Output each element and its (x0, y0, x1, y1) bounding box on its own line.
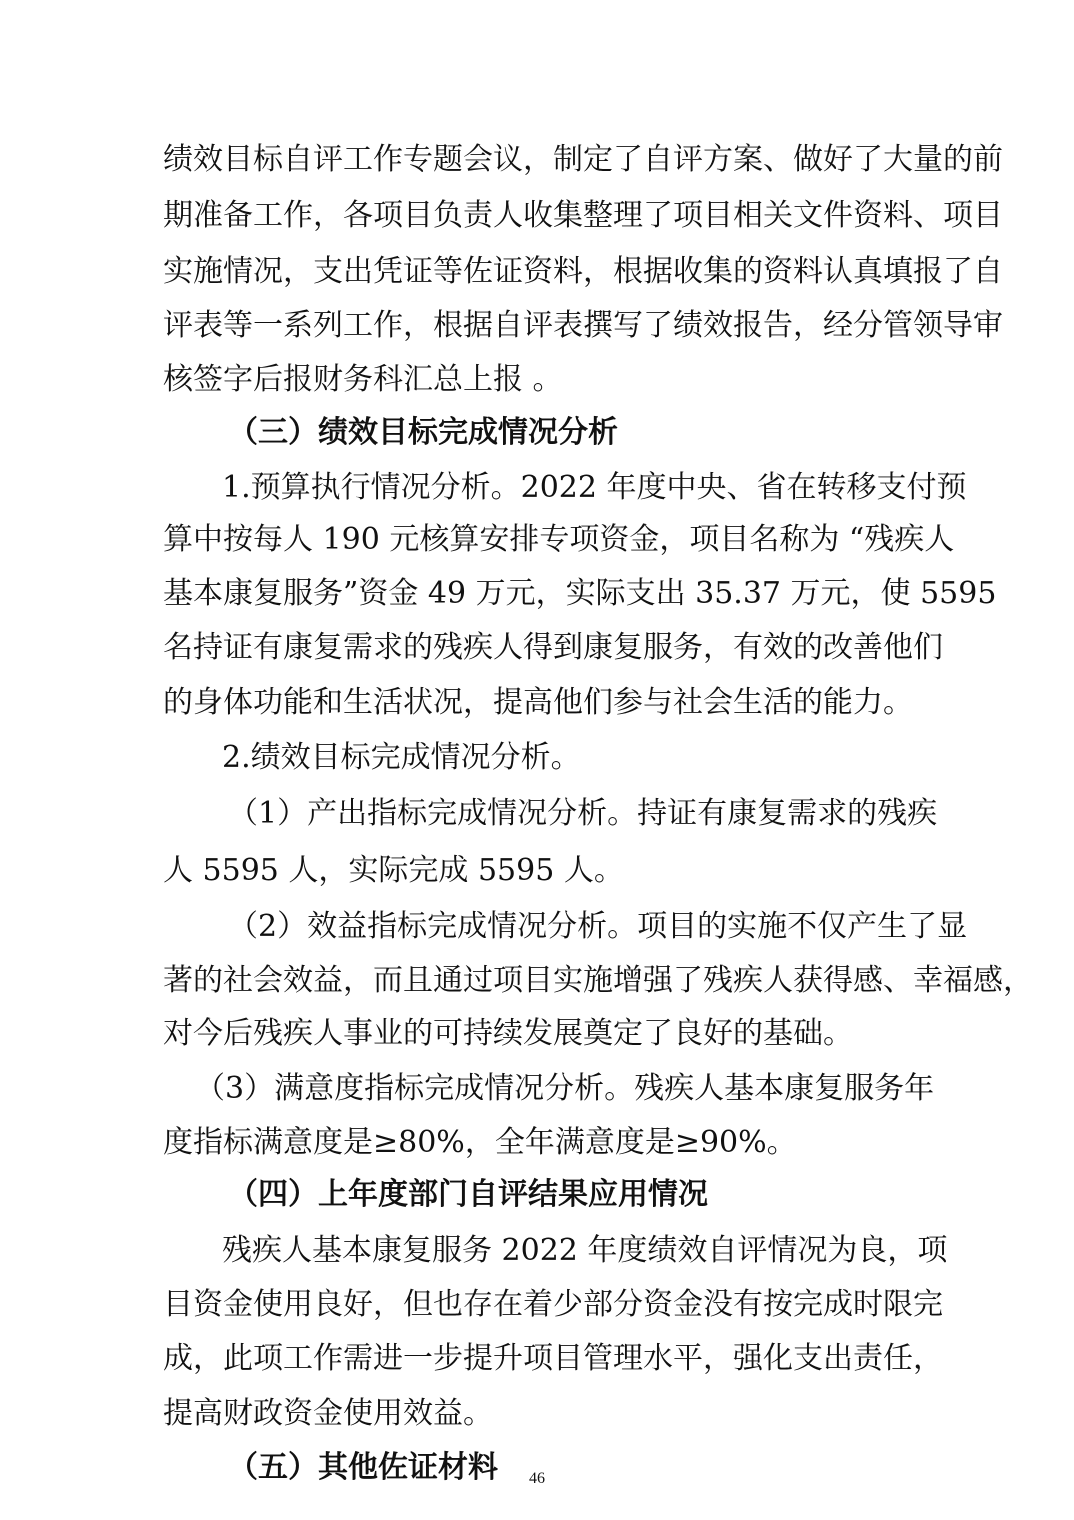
page-number: 46 (529, 1470, 545, 1487)
section-heading-5: （五）其他佐证材料 (228, 1450, 498, 1485)
paragraph-line: （2）效益指标完成情况分析。项目的实施不仅产生了显 (228, 909, 968, 944)
paragraph-line: 度指标满意度是≥80%，全年满意度是≥90%。 (163, 1125, 797, 1160)
paragraph-line: 绩效目标自评工作专题会议，制定了自评方案、做好了大量的前 (163, 142, 1003, 177)
paragraph-line: 人 5595 人，实际完成 5595 人。 (163, 853, 624, 888)
paragraph-line: 评表等一系列工作，根据自评表撰写了绩效报告，经分管领导审 (163, 308, 1003, 343)
section-heading-4: （四）上年度部门自评结果应用情况 (228, 1177, 708, 1212)
paragraph-line: 2.绩效目标完成情况分析。 (222, 740, 581, 775)
paragraph-line: 成，此项工作需进一步提升项目管理水平，强化支出责任， (163, 1341, 943, 1376)
paragraph-line: 算中按每人 190 元核算安排专项资金，项目名称为 “残疾人 (163, 522, 955, 557)
paragraph-line: 的身体功能和生活状况，提高他们参与社会生活的能力。 (163, 685, 913, 720)
paragraph-line: 对今后残疾人事业的可持续发展奠定了良好的基础。 (163, 1016, 853, 1051)
paragraph-line: 期准备工作，各项目负责人收集整理了项目相关文件资料、项目 (163, 198, 1003, 233)
paragraph-line: 1.预算执行情况分析。2022 年度中央、省在转移支付预 (222, 470, 967, 505)
paragraph-line: 著的社会效益，而且通过项目实施增强了残疾人获得感、幸福感， (163, 963, 1033, 998)
section-heading-3: （三）绩效目标完成情况分析 (228, 415, 618, 450)
paragraph-line: 实施情况，支出凭证等佐证资料，根据收集的资料认真填报了自 (163, 254, 1003, 289)
paragraph-line: （3）满意度指标完成情况分析。残疾人基本康复服务年 (195, 1071, 935, 1106)
paragraph-line: 基本康复服务”资金 49 万元，实际支出 35.37 万元，使 5595 (163, 576, 997, 611)
paragraph-line: 目资金使用良好，但也存在着少部分资金没有按完成时限完 (163, 1287, 943, 1322)
paragraph-line: 名持证有康复需求的残疾人得到康复服务，有效的改善他们 (163, 630, 943, 665)
paragraph-line: 残疾人基本康复服务 2022 年度绩效自评情况为良，项 (222, 1233, 948, 1268)
paragraph-line: 提高财政资金使用效益。 (163, 1396, 493, 1431)
paragraph-line: 核签字后报财务科汇总上报 。 (163, 362, 563, 397)
paragraph-line: （1）产出指标完成情况分析。持证有康复需求的残疾 (228, 796, 938, 831)
